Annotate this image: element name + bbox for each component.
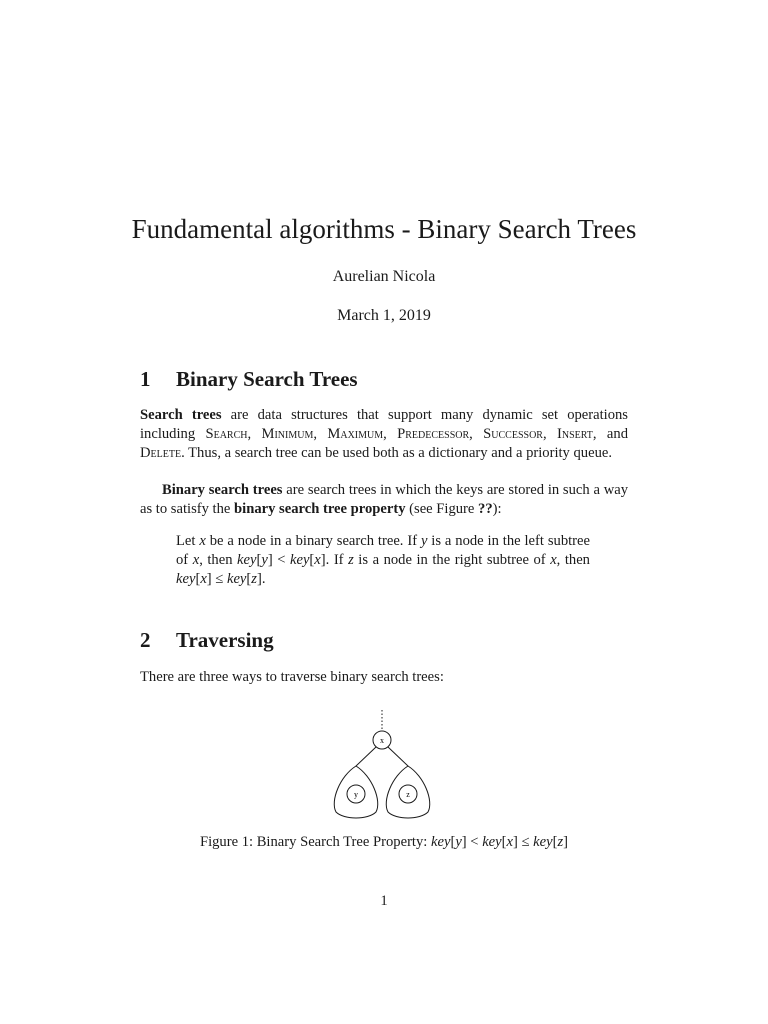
text-run: is a node in the right subtree of — [353, 552, 551, 568]
operation-insert: Insert — [556, 426, 593, 442]
math-var: key — [226, 571, 247, 587]
paragraph-search-trees — [140, 406, 628, 463]
text-run: [ — [552, 834, 558, 850]
math-var: x — [550, 552, 557, 568]
section-number: 2 — [140, 628, 151, 652]
paper-title: Fundamental algorithms - Binary Search Trees — [131, 214, 637, 244]
math-var: key — [176, 571, 196, 587]
text-run: [ — [450, 834, 456, 850]
text-run: [ — [256, 552, 262, 568]
page-number: 1 — [380, 893, 388, 909]
math-var: x — [314, 552, 321, 568]
text-run: ] < — [267, 552, 290, 568]
operation-maximum: Maximum — [327, 426, 384, 442]
text-run: [ — [195, 571, 201, 587]
math-var: key — [431, 834, 451, 850]
text-run: , then — [556, 552, 590, 568]
text-run: , then — [199, 552, 238, 568]
math-var: key — [482, 834, 502, 850]
text-run: ]. If — [320, 552, 349, 568]
section-title: Traversing — [176, 628, 274, 652]
math-var: key — [289, 552, 310, 568]
node-x-label: x — [380, 736, 384, 745]
paragraph-bst-definition — [140, 481, 628, 519]
text-run: be a node in a binary search tree. If — [205, 533, 421, 549]
math-var: key — [237, 552, 257, 568]
text-run: [ — [501, 834, 507, 850]
text-run: ]. — [256, 571, 266, 587]
section-title: Binary Search Trees — [176, 367, 358, 391]
section-number: 1 — [140, 367, 151, 391]
text-run: ] — [563, 834, 569, 850]
left-edge — [356, 747, 376, 766]
right-edge — [388, 747, 408, 766]
figure-reference[interactable]: ?? — [478, 501, 493, 517]
operation-delete: Delete — [140, 445, 182, 461]
math-var: y — [261, 552, 268, 568]
bst-property-figure — [320, 706, 450, 826]
math-var: z — [251, 571, 257, 587]
text-run: [ — [309, 552, 315, 568]
math-var: z — [557, 834, 564, 850]
node-y-label: y — [354, 790, 358, 799]
bold-term: binary search tree property — [234, 501, 406, 517]
paper-date: March 1, 2019 — [337, 307, 431, 324]
figure-caption — [0, 834, 768, 851]
text-run: are data structures that support many dynamic set operations including — [140, 407, 628, 442]
bold-term: Binary search trees — [162, 482, 283, 498]
section-heading-2 — [140, 628, 274, 653]
math-var: key — [533, 834, 553, 850]
author-name: Aurelian Nicola — [332, 268, 436, 285]
text-run: ] ≤ — [512, 834, 534, 850]
text-run: , — [469, 426, 484, 442]
operation-successor: Successor — [483, 426, 543, 442]
text-run: . Thus, a search tree can be used both as a dictionary and a priority queue. — [181, 445, 612, 461]
text-run: ): — [492, 501, 502, 517]
text-run: Let — [176, 533, 200, 549]
text-run: , — [313, 426, 328, 442]
text-run: are search trees in which the keys are stored in such a way as to satisfy the — [140, 482, 629, 517]
paragraph-traverse: There are three ways to traverse binary search trees: — [140, 669, 444, 685]
bst-property-quote — [176, 532, 590, 589]
operation-minimum: Minimum — [261, 426, 314, 442]
section-heading-1 — [140, 367, 358, 392]
text-run: , — [383, 426, 398, 442]
text-run: , — [247, 426, 262, 442]
math-var: x — [506, 834, 513, 850]
text-run: Figure 1: Binary Search Tree Property: — [199, 834, 431, 850]
text-run: ] < — [461, 834, 483, 850]
math-var: x — [199, 533, 206, 549]
operation-search: Search — [205, 426, 248, 442]
text-run: is a node in the left subtree of — [176, 533, 590, 568]
text-run: [ — [246, 571, 252, 587]
text-run: , and — [592, 426, 628, 442]
text-run: ] ≤ — [206, 571, 227, 587]
math-var: y — [420, 533, 428, 549]
operation-predecessor: Predecessor — [397, 426, 470, 442]
math-var: y — [455, 834, 462, 850]
text-run: (see Figure — [405, 501, 479, 517]
math-var: x — [192, 552, 200, 568]
math-var: z — [348, 552, 354, 568]
text-run: , — [542, 426, 557, 442]
math-var: x — [200, 571, 207, 587]
bold-term: Search trees — [140, 407, 222, 423]
node-z-label: z — [406, 790, 410, 799]
